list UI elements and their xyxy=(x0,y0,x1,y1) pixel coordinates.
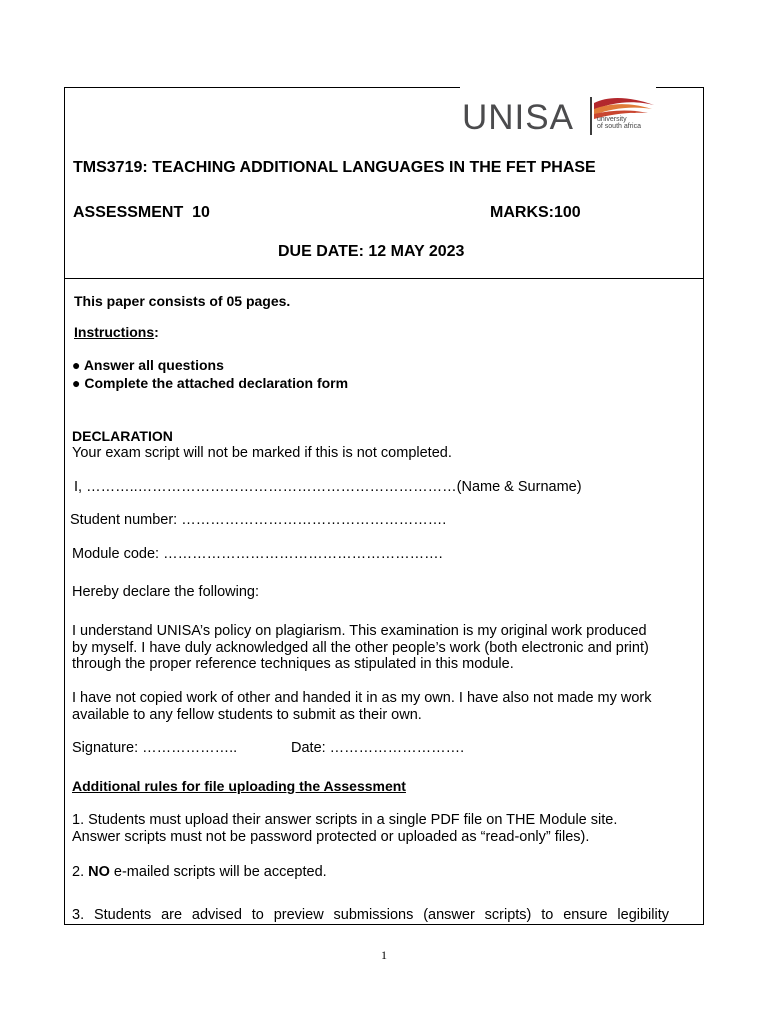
upload-rules-heading: Additional rules for file uploading the Assessment xyxy=(72,778,406,794)
pages-note: This paper consists of 05 pages. xyxy=(74,293,291,309)
unisa-logo xyxy=(462,94,658,140)
no-copy-paragraph xyxy=(72,690,694,723)
module-code-field: Module code: …………………………………………………. xyxy=(72,546,443,562)
student-number-field: Student number: ………………………………………………. xyxy=(70,512,447,528)
due-date: DUE DATE: 12 MAY 2023 xyxy=(278,243,465,260)
name-surname-field: I, ………..…………………………………………………………(Name & Surname) xyxy=(74,479,582,495)
rule-1 xyxy=(72,812,694,845)
logo-subtitle xyxy=(597,116,641,130)
paragraph-line: available to any fellow students to submit as their own. xyxy=(72,706,422,723)
date-field: Date: ………………………. xyxy=(291,740,465,756)
total-marks: MARKS:100 xyxy=(490,204,581,221)
exam-cover-frame xyxy=(64,87,704,925)
paragraph-line: 1. Students must upload their answer scripts in a single PDF file on THE Module site. xyxy=(72,812,618,828)
logo-subtitle-line2: of south africa xyxy=(597,123,641,130)
instruction-item: ● Complete the attached declaration form xyxy=(72,375,349,391)
paragraph-line: I have not copied work of other and handed it in as my own. I have also not made my work xyxy=(72,690,652,706)
instructions-heading xyxy=(74,324,159,340)
assessment-number: ASSESSMENT 10 xyxy=(73,204,210,221)
header-divider xyxy=(65,278,703,279)
instructions-colon: : xyxy=(154,324,159,340)
instructions-heading-text: Instructions xyxy=(74,324,155,340)
paragraph-line: I understand UNISA’s policy on plagiarism. This examination is my original work produced xyxy=(72,623,647,639)
paragraph-line: through the proper reference techniques as stipulated in this module. xyxy=(72,656,514,672)
course-title: TMS3719: TEACHING ADDITIONAL LANGUAGES IN THE FET PHASE xyxy=(73,159,596,176)
plagiarism-policy-paragraph xyxy=(72,623,694,673)
instruction-item: ● Answer all questions xyxy=(72,357,224,373)
paragraph-line: Answer scripts must not be password protected or uploaded as “read-only” files). xyxy=(72,828,590,845)
rule-2-emphasis: NO xyxy=(88,864,110,880)
page-number: 1 xyxy=(381,948,387,962)
logo-border-gap xyxy=(460,86,656,90)
signature-field: Signature: ……………….. xyxy=(72,740,238,756)
logo-wordmark: UNISA xyxy=(462,98,574,137)
declaration-heading: DECLARATION xyxy=(72,428,173,444)
rule-2-prefix: 2. xyxy=(72,864,89,880)
declaration-note: Your exam script will not be marked if this is not completed. xyxy=(72,445,452,461)
paragraph-line: by myself. I have duly acknowledged all the other people’s work (both electronic and print) xyxy=(72,639,649,656)
rule-2 xyxy=(72,864,327,880)
rule-3: 3. Students are advised to preview submissions (answer scripts) to ensure legibility xyxy=(72,907,669,923)
logo-subtitle-line1: university xyxy=(597,116,627,123)
rule-2-text: e-mailed scripts will be accepted. xyxy=(109,864,327,880)
hereby-declare: Hereby declare the following: xyxy=(72,584,259,600)
